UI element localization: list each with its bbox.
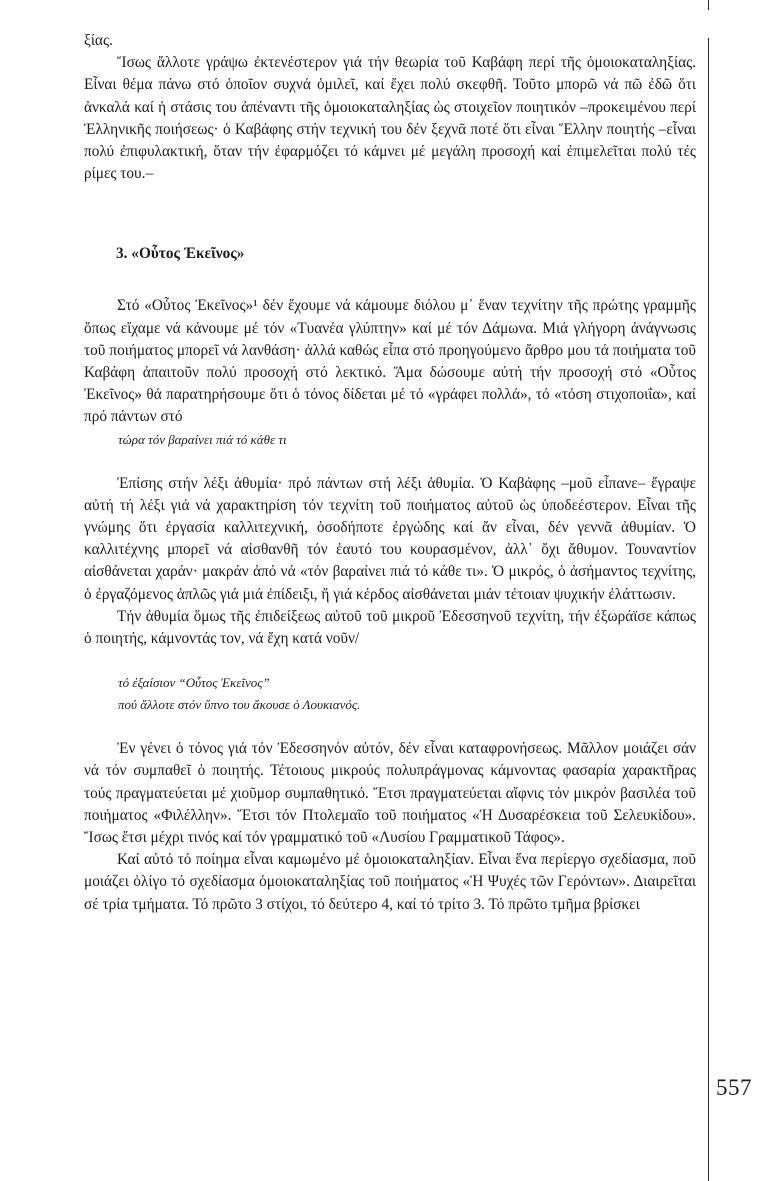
paragraph: ξίας.	[84, 32, 113, 49]
page-number: 557	[716, 1075, 752, 1100]
block-spacer	[84, 716, 696, 738]
verse-quote: τό ἐξαίσιον “Οὗτος Ἐκεῖνος”	[118, 675, 270, 691]
text-column	[84, 30, 696, 916]
paragraph: Ἐπίσης στήν λέξι ἀθυμία· πρό πάντων στή λέξι ἀθυμία. Ὁ Καβάφης –μοῦ εἶπανε– ἔγραψε αὐτή τή λέξι γιά νά χαρακτηρίση τόν τεχνίτη τοῦ ποιήματος αὐτοῦ ὡς ὑποδεέστερον. Εἶναι τῆς γνώμης ὅτι ἐργασία καλλιτεχνική, ὁσοδήποτε ἐργώδης καί ἄν εἶναι, δέν γεννᾶ ἀθυμίαν. Ὁ καλλιτέχνης μπορεῖ νά αἰσθανθῆ τόν ἑαυτό του κουρασμένον, ἀλλ᾽ ὄχι ἄθυμον. Τουναντίον αἰσθάνεται χαράν· μακράν ἀπό νά «τόν βαραίνει πιά τό κάθε τι». Ὁ μικρός, ὁ ἀσήμαντος τεχνίτης, ὁ ἐργαζόμενος ἁπλῶς γιά μιά ἐπίδειξι, ἤ γιά κέρδος αἰσθάνεται μιάν τέτοιαν ψυχικήν ἐλάττωσιν.	[84, 474, 696, 603]
paragraph: Ἴσως ἄλλοτε γράψω ἐκτενέστερον γιά τήν θεωρία τοῦ Καβάφη περί τῆς ὁμοιοκαταληξίας. Εἶναι θέμα πάνω στό ὁποῖον συχνά ὁμιλεῖ, καί ἔχει πολύ σκεφθῆ. Τοῦτο μπορῶ νά πῶ ἐδῶ ὅτι ἀνκαλά καί ἡ στάσις του ἀπέναντι τῆς ὁμοιοκαταληξίας ὡς στοιχεῖον ποιητικόν –προκειμένου περί Ἑλληνικῆς ποιήσεως· ὁ Καβάφης στήν τεχνική του δέν ξεχνᾶ ποτέ ὅτι εἶναι Ἕλλην ποιητής –εἶναι πολύ ἐπιφυλακτική, ὅταν τήν ἐφαρμόζει τό κάμνει μέ μεγάλη προσοχή καί ἐπιμελεῖται πολύ τές ρίμες του.–	[84, 54, 696, 183]
verse-quote: τώρα τόν βαραίνει πιά τό κάθε τι	[118, 431, 287, 447]
section-heading: 3. «Οὗτος Ἐκεῖνος»	[116, 245, 245, 263]
block-spacer	[84, 451, 696, 473]
paragraph: Καί αὐτό τό ποίημα εἶναι καμωμένο μέ ὁμοιοκαταληξίαν. Εἶναι ἕνα περίεργο σχεδίασμα, ποῦ μοιάζει ὀλίγο τό σχεδίασμα ὁμοιοκαταληξίας τοῦ ποιήματος «Ἡ Ψυχές τῶν Γερόντων». Διαιρεῖται σέ τρία τμήματα. Τό πρῶτο 3 στίχοι, τό δεύτερο 4, καί τό τρίτο 3. Τό πρῶτο τμῆμα βρίσκει	[84, 851, 696, 913]
block-spacer	[84, 650, 696, 672]
paragraph: Τήν ἀθυμία ὅμως τῆς ἐπιδείξεως αὐτοῦ τοῦ μικροῦ Ἐδεσσηνοῦ τεχνίτη, τήν ἐξωράϊσε κάπως ὁ ποιητής, κάμνοντάς τον, νά ἔχη κατά νοῦν/	[84, 607, 696, 648]
paragraph: Ἐν γένει ὁ τόνος γιά τόν Ἐδεσσηνόν αὐτόν, δέν εἶναι καταφρονήσεως. Μᾶλλον μοιάζει σάν νά τόν συμπαθεῖ ὁ ποιητής. Τέτοιους μικρούς πολυπράγμονας κάμνοντας φασαρία χαρακτῆρας τούς πραγματεύεται μέ χιοῦμορ συμπαθητικό. Ἔτσι πραγματεύεται αἴφνις τόν μικρόν βασιλέα τοῦ ποιήματος «Φιλέλλην». Ἔτσι τόν Πτολεμαῖο τοῦ ποιήματος «Ἡ Δυσαρέσκεια τοῦ Σελευκίδου». Ἴσως ἔτσι μέχρι τινός καί τόν γραμματικό τοῦ «Λυσίου Γραμματικοῦ Τάφος».	[84, 740, 696, 847]
margin-rule-top	[708, 0, 709, 10]
paragraph: Στό «Οὗτος Ἐκεῖνος»¹ δέν ἔχουμε νά κάμουμε διόλου μ᾽ ἕναν τεχνίτην τῆς πρώτης γραμμῆς ὅπως εἴχαμε νά κάνουμε μέ τόν «Τυανέα γλύπτην» καί μέ τόν Δάμωνα. Μιά γλήγορη ἀνάγνωσις τοῦ ποιήματος μπορεῖ νά λανθάση· ἀλλά καθώς εἶπα στό προηγούμενο ἄρθρο μου τά ποιήματα τοῦ Καβάφη ἀπαιτοῦν πολύ προσοχή στό λεκτικό. Ἅμα δώσουμε αὐτή τήν προσοχή στό «Οὗτος Ἐκεῖνος» θά παρατηρήσουμε ὅτι ὁ τόνος δίδεται μέ τό «γράφει πολλά», τό «τόση στιχοποιΐα», καί πρό πάντων στό	[84, 297, 696, 426]
margin-rule	[708, 38, 709, 1181]
verse-quote: πού ἄλλοτε στόν ὕπνο του ἄκουσε ὁ Λουκιανός.	[118, 697, 361, 713]
